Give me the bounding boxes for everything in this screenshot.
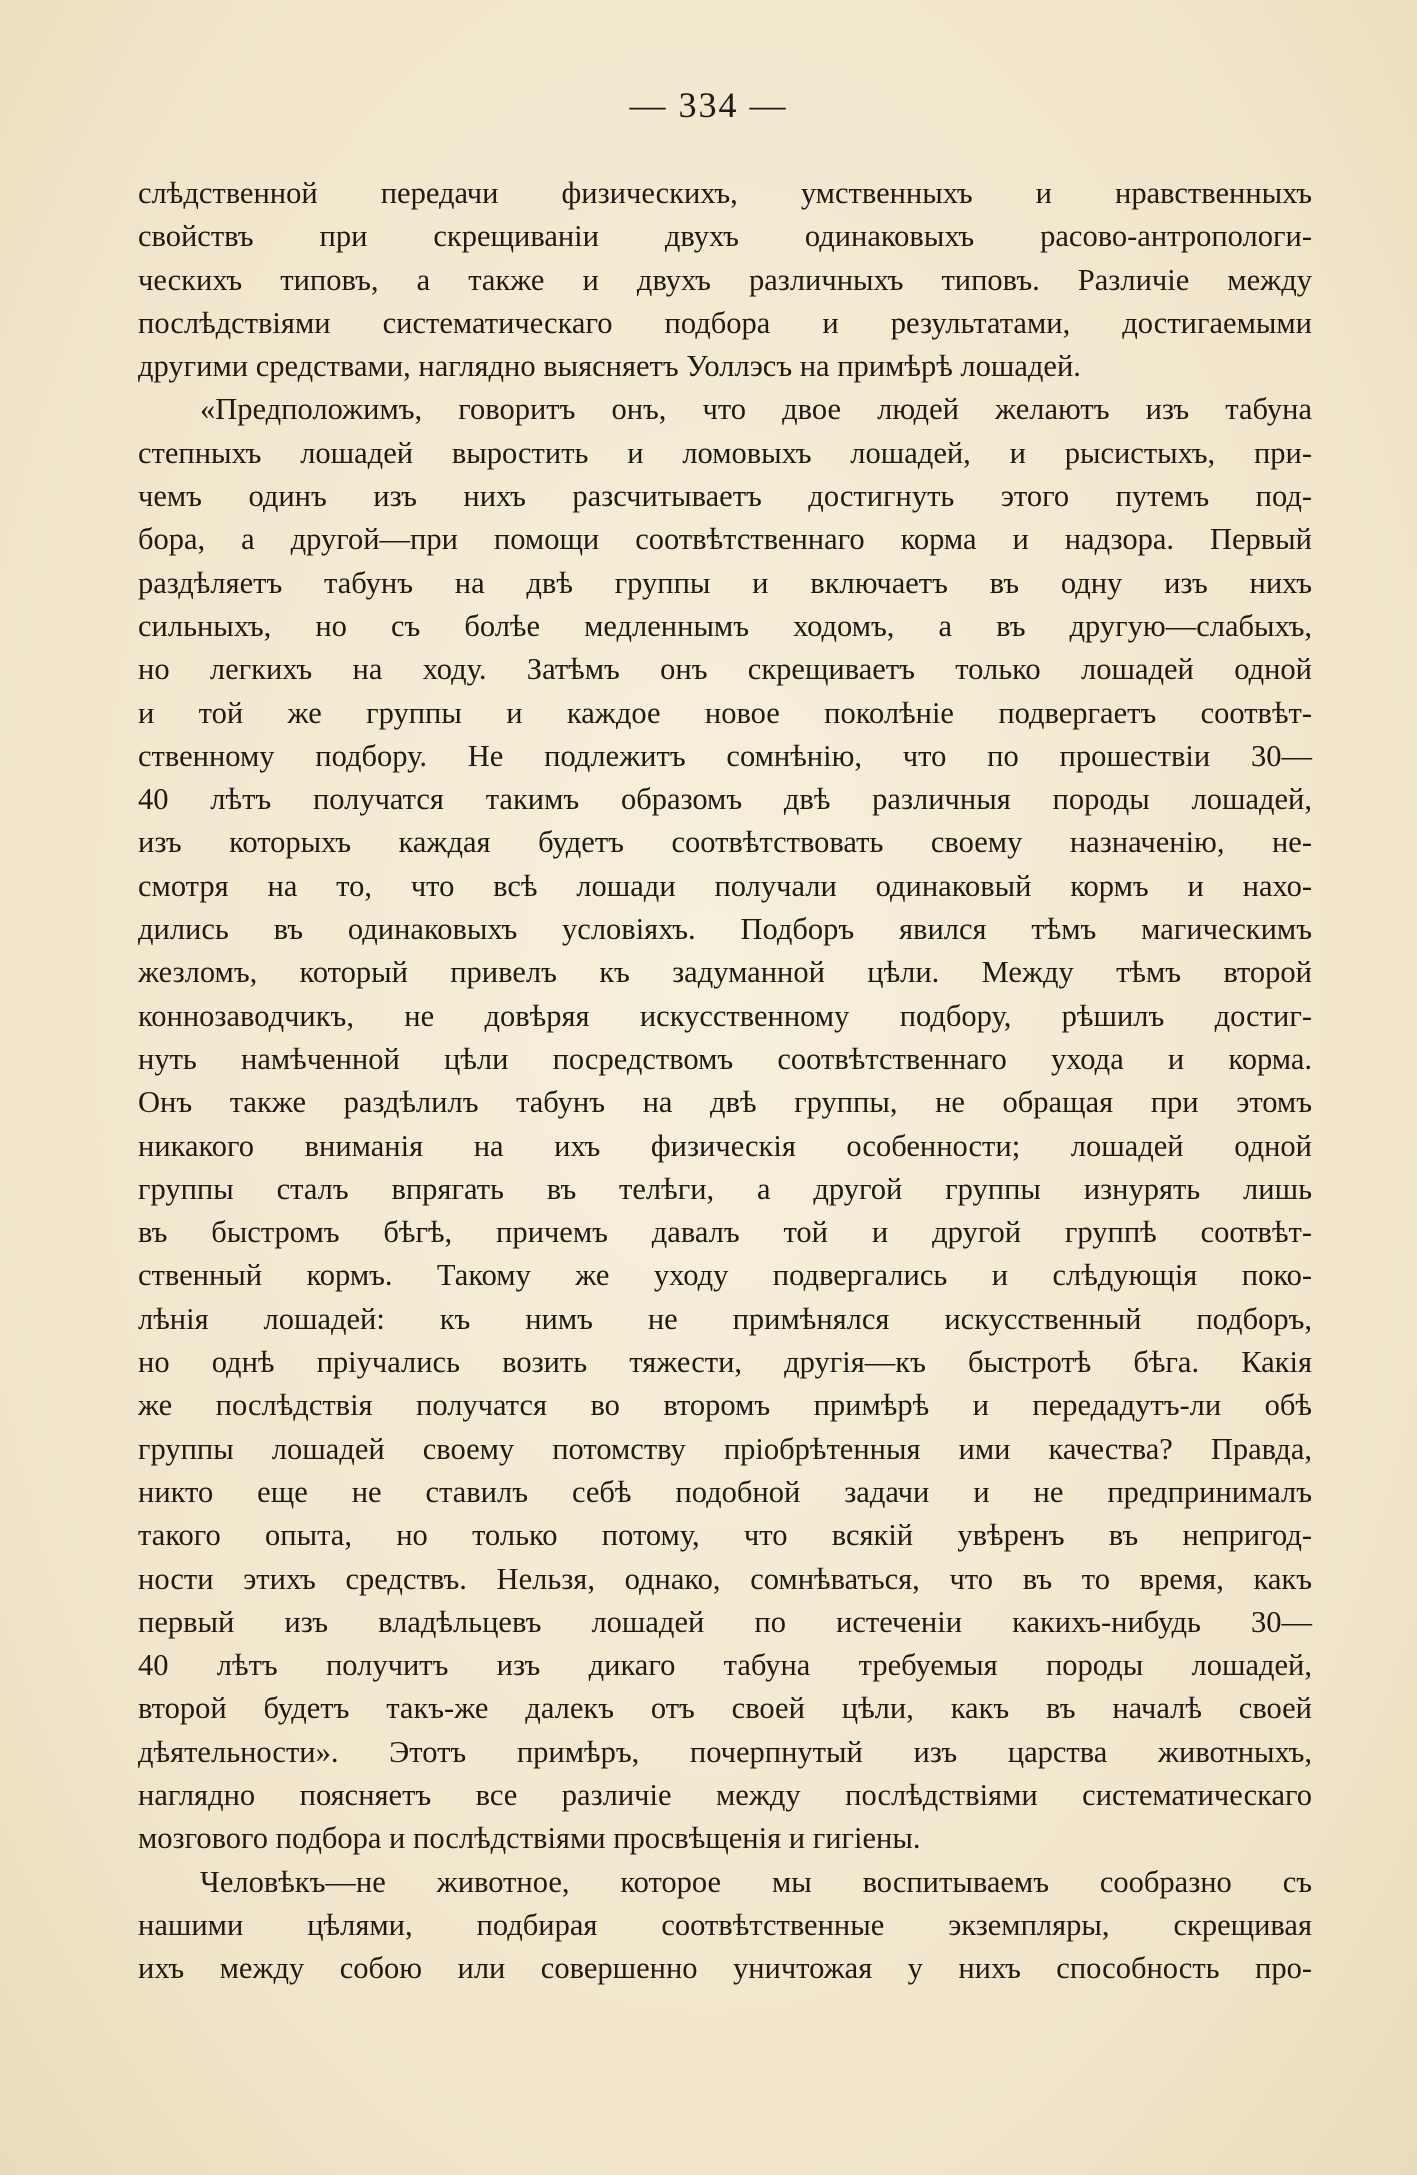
text-line: 40 лѣтъ получитъ изъ дикаго табуна требуемыя породы лошадей, — [138, 1648, 1312, 1683]
text-line: 40 лѣтъ получатся такимъ образомъ двѣ различныя породы лошадей, — [138, 782, 1312, 817]
text-line: чемъ одинъ изъ нихъ разсчитываетъ достигнуть этого путемъ под- — [138, 479, 1312, 514]
text-line: но однѣ пріучались возить тяжести, другія—къ быстротѣ бѣга. Какія — [138, 1345, 1312, 1380]
text-line: свойствъ при скрещиваніи двухъ одинаковыхъ расово-антропологи- — [138, 219, 1312, 254]
text-line: ности этихъ средствъ. Нельзя, однако, сомнѣваться, что въ то время, какъ — [138, 1561, 1312, 1596]
text-line: смотря на то, что всѣ лошади получали одинаковый кормъ и нахо- — [138, 868, 1312, 903]
text-line: такого опыта, но только потому, что всякій увѣренъ въ непригод- — [138, 1518, 1312, 1553]
text-line: Онъ также раздѣлилъ табунъ на двѣ группы, не обращая при этомъ — [138, 1085, 1312, 1120]
text-line: первый изъ владѣльцевъ лошадей по истеченіи какихъ-нибудь 30— — [138, 1604, 1312, 1639]
text-line: группы лошадей своему потомству пріобрѣтенныя ими качества? Правда, — [138, 1431, 1312, 1466]
text-line: жезломъ, который привелъ къ задуманной цѣли. Между тѣмъ второй — [138, 955, 1312, 990]
text-line: слѣдственной передачи физическихъ, умственныхъ и нравственныхъ — [138, 176, 1312, 210]
text-line: никто еще не ставилъ себѣ подобной задачи и не предпринималъ — [138, 1474, 1312, 1509]
text-line: коннозаводчикъ, не довѣряя искусственному подбору, рѣшилъ достиг- — [138, 998, 1312, 1033]
text-line: и той же группы и каждое новое поколѣніе подвергаетъ соотвѣт- — [138, 695, 1312, 730]
text-line: дились въ одинаковыхъ условіяхъ. Подборъ явился тѣмъ магическимъ — [138, 912, 1312, 947]
text-line: но легкихъ на ходу. Затѣмъ онъ скрещиваетъ только лошадей одной — [138, 652, 1312, 687]
text-line: изъ которыхъ каждая будетъ соотвѣтствовать своему назначенію, не- — [138, 825, 1312, 860]
text-line: бора, а другой—при помощи соотвѣтственнаго корма и надзора. Первый — [138, 522, 1312, 557]
text-line: же послѣдствія получатся во второмъ примѣрѣ и передадутъ-ли обѣ — [138, 1388, 1312, 1423]
text-line: группы сталъ впрягать въ телѣги, а другой группы изнурять лишь — [138, 1171, 1312, 1206]
text-line: степныхъ лошадей выростить и ломовыхъ лошадей, и рысистыхъ, при- — [138, 435, 1312, 470]
body-text — [138, 172, 1312, 1990]
text-line: сильныхъ, но съ болѣе медленнымъ ходомъ, а въ другую—слабыхъ, — [138, 608, 1312, 643]
text-line: дѣятельности». Этотъ примѣръ, почерпнутый изъ царства животныхъ, — [138, 1734, 1312, 1769]
text-line: никакого вниманія на ихъ физическія особенности; лошадей одной — [138, 1128, 1312, 1163]
text-line: мозгового подбора и послѣдствіями просвѣщенія и гигіены. — [138, 1821, 921, 1856]
page-number: — 334 — — [629, 85, 788, 125]
text-line: нашими цѣлями, подбирая соотвѣтственные экземпляры, скрещивая — [138, 1907, 1312, 1942]
text-line: Человѣкъ—не животное, которое мы воспитываемъ сообразно съ — [200, 1864, 1312, 1899]
text-line: ственный кормъ. Такому же уходу подвергались и слѣдующія поко- — [138, 1258, 1312, 1293]
text-line: ственному подбору. Не подлежитъ сомнѣнію, что по прошествіи 30— — [138, 738, 1312, 773]
text-line: второй будетъ такъ-же далекъ отъ своей цѣли, какъ въ началѣ своей — [138, 1691, 1312, 1726]
text-line: другими средствами, наглядно выясняетъ Уоллэсъ на примѣрѣ лошадей. — [138, 349, 1081, 384]
text-line: ихъ между собою или совершенно уничтожая у нихъ способность про- — [138, 1951, 1312, 1986]
text-line: послѣдствіями систематическаго подбора и результатами, достигаемыми — [138, 305, 1312, 340]
text-line: въ быстромъ бѣгѣ, причемъ давалъ той и другой группѣ соотвѣт- — [138, 1215, 1312, 1250]
text-line: ческихъ типовъ, а также и двухъ различныхъ типовъ. Различіе между — [138, 262, 1312, 297]
text-line: «Предположимъ, говоритъ онъ, что двое людей желаютъ изъ табуна — [200, 392, 1312, 427]
text-line: раздѣляетъ табунъ на двѣ группы и включаетъ въ одну изъ нихъ — [138, 565, 1312, 600]
text-line: наглядно поясняетъ все различіе между послѣдствіями систематическаго — [138, 1777, 1312, 1812]
text-line: нуть намѣченной цѣли посредствомъ соотвѣтственнаго ухода и корма. — [138, 1041, 1312, 1076]
text-line: лѣнія лошадей: къ нимъ не примѣнялся искусственный подборъ, — [138, 1301, 1312, 1336]
